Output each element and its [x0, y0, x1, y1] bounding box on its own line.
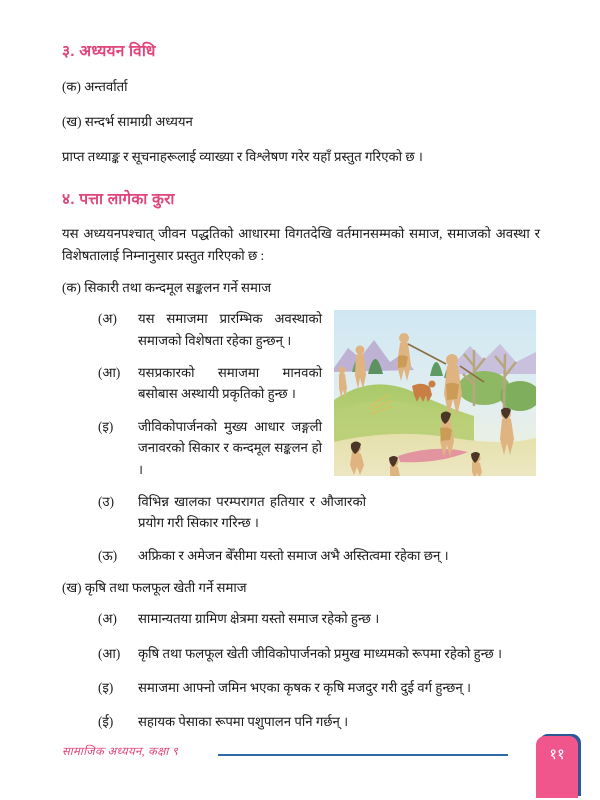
- list-marker: (ई): [98, 714, 114, 730]
- page-footer: [0, 730, 600, 800]
- list-text: सहायक पेसाका रूपमा पशुपालन पनि गर्छन् ।: [138, 714, 349, 730]
- list-marker: (अ): [98, 311, 117, 327]
- page-number-badge: ११: [536, 736, 578, 798]
- study-method-paragraph: प्राप्त तथ्याङ्क र सूचनाहरूलाई व्याख्या र विश्लेषण गरेर यहाँ प्रस्तुत गरिएको छ ।: [62, 149, 423, 165]
- page-content: [62, 42, 540, 746]
- study-method-item-ka: (क) अन्तर्वार्ता: [62, 78, 128, 94]
- list-item: [62, 545, 540, 566]
- list-text: कृषि तथा फलफूल खेती जीविकोपार्जनको प्रमुख माध्यमको रूपमा रहेको हुन्छ ।: [138, 645, 502, 661]
- list-item: [62, 643, 540, 664]
- prehistoric-hunter-gatherer-society-illustration: [334, 310, 536, 476]
- list-item: [62, 491, 540, 534]
- section-heading-study-method: ३. अध्ययन विधि: [62, 43, 156, 60]
- footer-book-title: सामाजिक अध्ययन, कक्षा ९: [62, 746, 179, 758]
- list-text: अफ्रिका र अमेजन बेँसीमा यस्तो समाज अभै अस्तित्वमा रहेका छन् ।: [138, 547, 449, 563]
- list-marker: (इ): [98, 418, 114, 434]
- footer-rule: [218, 754, 508, 756]
- group-b-point-list: [62, 608, 540, 733]
- list-text: यस समाजमा प्रारम्भिक अवस्थाको समाजको विशेषता रहेका हुन्छन् ।: [138, 311, 322, 348]
- list-item: [62, 677, 540, 698]
- list-marker: (उ): [98, 493, 115, 509]
- list-marker: (आ): [98, 645, 121, 661]
- list-text: जीविकोपार्जनको मुख्य आधार जङ्गली जनावरको सिकार र कन्दमूल सङ्कलन हो ।: [138, 418, 322, 477]
- section-heading-findings: ४. पत्ता लागेका कुरा: [62, 190, 175, 208]
- list-item: [62, 608, 540, 629]
- list-item: [62, 308, 322, 351]
- list-text: समाजमा आफ्नो जमिन भएका कृषक र कृषि मजदुर गरी दुई वर्ग हुन्छन् ।: [138, 679, 471, 695]
- list-text: विभिन्न खालका परम्परागत हतियार र औजारको प्रयोग गरी सिकार गरिन्छ ।: [138, 493, 366, 531]
- list-item: [62, 362, 322, 405]
- study-method-item-kha: (ख) सन्दर्भ सामाग्री अध्ययन: [62, 114, 193, 130]
- illustration-artwork: [334, 310, 536, 476]
- list-marker: (आ): [98, 365, 121, 381]
- list-marker: (इ): [98, 679, 114, 695]
- list-text: यसप्रकारको समाजमा मानवको बसोबास अस्थायी प्रकृतिको हुन्छ ।: [138, 365, 322, 402]
- list-item: [62, 416, 322, 480]
- list-marker: (अ): [98, 611, 117, 627]
- findings-intro-paragraph: यस अध्ययनपश्चात् जीवन पद्धतिको आधारमा विगतदेखि वर्तमानसम्मको समाज, समाजको अवस्था र विशेषतालाई निम्नानुसार प्रस्तुत गरिएको छ :: [62, 226, 540, 263]
- list-marker: (ऊ): [98, 547, 118, 563]
- list-text: सामान्यतया ग्रामिण क्षेत्रमा यस्तो समाज रहेको हुन्छ ।: [138, 611, 380, 627]
- group-a-title: (क) सिकारी तथा कन्दमूल सङ्कलन गर्ने समाज: [62, 280, 272, 296]
- group-b-title: (ख) कृषि तथा फलफूल खेती गर्ने समाज: [62, 580, 247, 596]
